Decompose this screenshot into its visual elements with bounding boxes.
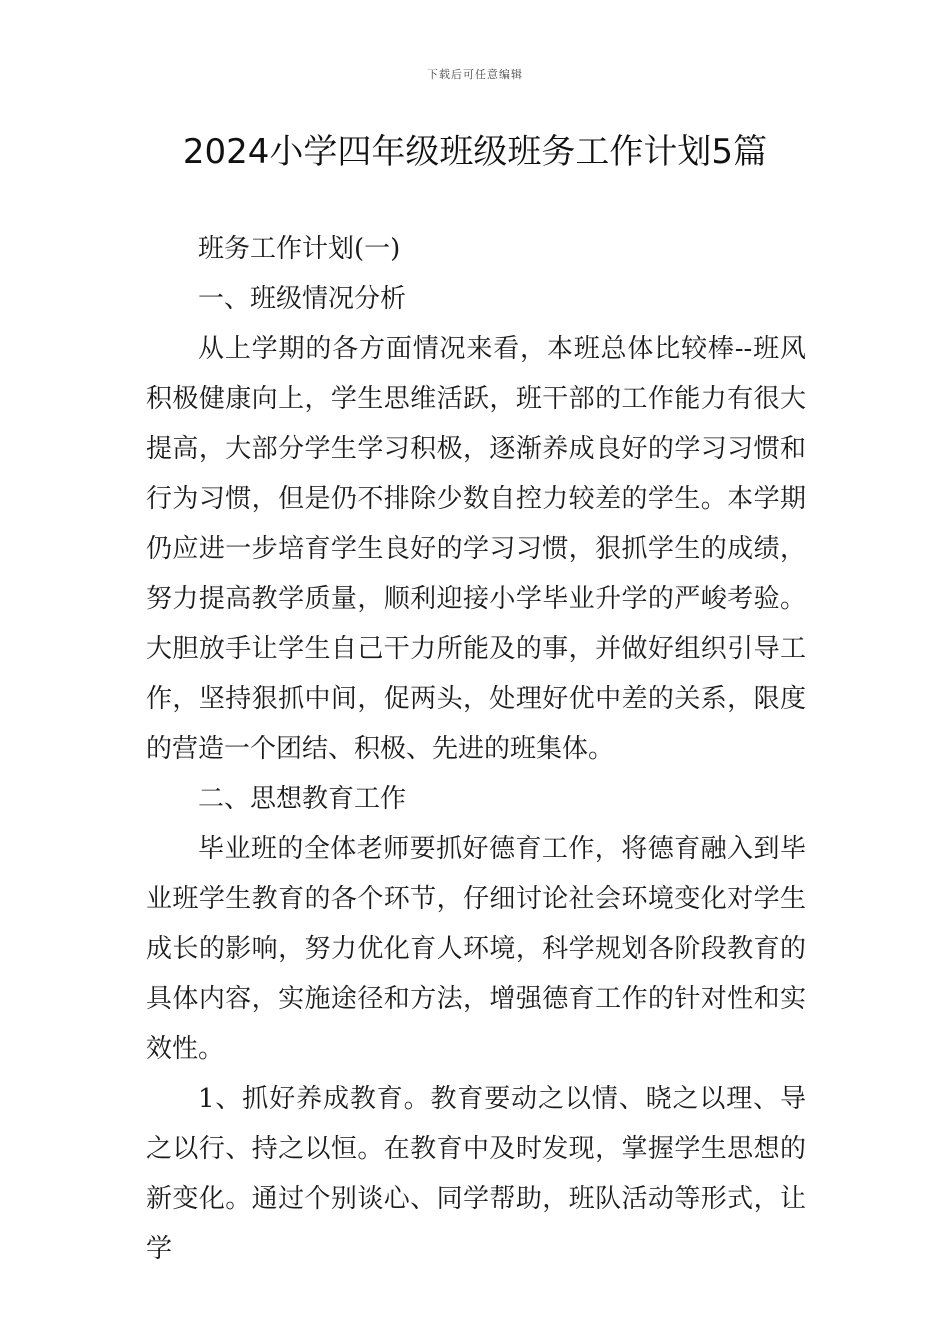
paragraph-class-analysis: 从上学期的各方面情况来看，本班总体比较棒--班风积极健康向上，学生思维活跃，班干部的工作能力有很大提高，大部分学生学习积极，逐渐养成良好的学习习惯和行为习惯，但是仍不排除少数自控力较差的学生。本学期仍应进一步培育学生良好的学习习惯，狠抓学生的成绩，努力提高教学质量，顺利迎接小学毕业升学的严峻考验。大胆放手让学生自己干力所能及的事，并做好组织引导工作，坚持狠抓中间，促两头，处理好优中差的关系，限度的营造一个团结、积极、先进的班集体。 <box>146 334 806 764</box>
section-heading-plan-one: 班务工作计划(一) <box>198 234 401 264</box>
document-title: 2024小学四年级班级班务工作计划5篇 <box>182 132 768 172</box>
document-body <box>146 224 806 1274</box>
section-heading-moral-education: 二、思想教育工作 <box>198 784 407 814</box>
paragraph-habit-education: 1、抓好养成教育。教育要动之以情、晓之以理、导之以行、持之以恒。在教育中及时发现，掌握学生思想的新变化。通过个别谈心、同学帮助，班队活动等形式，让学 <box>146 1084 806 1264</box>
section-heading-class-analysis: 一、班级情况分析 <box>198 284 407 314</box>
header-note: 下载后可任意编辑 <box>427 68 523 81</box>
paragraph-moral-education: 毕业班的全体老师要抓好德育工作，将德育融入到毕业班学生教育的各个环节，仔细讨论社会环境变化对学生成长的影响，努力优化育人环境，科学规划各阶段教育的具体内容，实施途径和方法，增强德育工作的针对性和实效性。 <box>146 834 806 1064</box>
